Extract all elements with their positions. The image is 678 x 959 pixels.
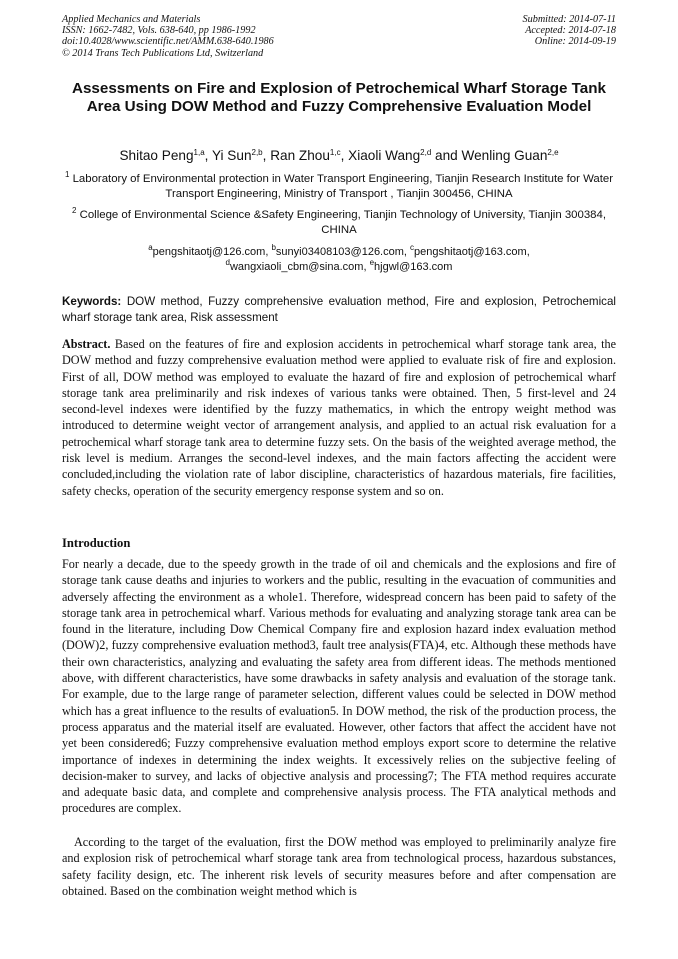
author-name: Ran Zhou	[270, 148, 330, 163]
keywords-text: DOW method, Fuzzy comprehensive evaluation method, Fire and explosion, Petrochemical wharf storage tank area, Risk assessment	[62, 295, 616, 324]
affiliation-number: 1	[64, 170, 70, 179]
keywords-label: Keywords:	[62, 295, 122, 308]
email-mark: e	[369, 258, 375, 267]
email-mark: c	[410, 243, 415, 252]
email-separator: ,	[403, 246, 411, 258]
author-list	[62, 147, 616, 165]
author-affiliation-mark: 2,e	[547, 148, 559, 157]
author-name: Wenling Guan	[461, 148, 548, 163]
author-emails	[62, 245, 616, 275]
introduction-paragraph-2: According to the target of the evaluation, first the DOW method was employed to preliminarily analyze fire and explosion risk of petrochemical wharf storage tank area from technological process, hazardous substances, safety facility design, etc. The inherent risk levels of security measures before and after compensation are obtained. Based on the combination weight method which is	[62, 835, 616, 898]
author-separator: ,	[204, 148, 212, 163]
affiliation-2	[62, 208, 616, 238]
accepted-date: Accepted: 2014-07-18	[525, 25, 616, 37]
author-name: Yi Sun	[211, 148, 252, 163]
submission-dates	[523, 14, 616, 48]
author-affiliation-mark: 1,a	[193, 148, 205, 157]
author-name: Xiaoli Wang	[348, 148, 421, 163]
email-address[interactable]: sunyi03408103@126.com	[275, 246, 404, 258]
author-name: Shitao Peng	[119, 148, 194, 163]
email-mark: d	[225, 258, 230, 267]
affiliation-1	[62, 172, 616, 202]
email-mark: a	[148, 243, 153, 252]
author-separator: ,	[340, 148, 349, 163]
author-separator: and	[431, 148, 462, 163]
journal-name: Applied Mechanics and Materials	[62, 14, 201, 25]
author-affiliation-mark: 1,c	[329, 148, 341, 157]
author-separator: ,	[262, 148, 271, 163]
keywords	[62, 294, 616, 326]
email-separator: ,	[526, 246, 530, 258]
journal-info	[62, 14, 274, 59]
email-address[interactable]: pengshitaotj@163.com	[414, 246, 527, 258]
author-affiliation-mark: 2,b	[251, 148, 263, 157]
abstract-label: Abstract.	[62, 337, 111, 351]
journal-issn: ISSN: 1662-7482, Vols. 638-640, pp 1986-1992	[62, 25, 256, 37]
email-mark: b	[271, 243, 276, 252]
affiliation-number: 2	[71, 206, 77, 215]
journal-doi: doi:10.4028/www.scientific.net/AMM.638-640.1986	[62, 36, 274, 48]
email-separator: ,	[265, 246, 272, 258]
abstract	[62, 336, 616, 499]
introduction-paragraph-1: For nearly a decade, due to the speedy growth in the trade of oil and chemicals and the explosions and fire of storage tank cause deaths and injuries to workers and the public, resulting in the evacuation of communities and adversely affecting the environment as a whole1. Therefore, widespread concern has been paid to safety of the storage tank area in petrochemical wharf. Various methods for evaluating and analyzing storage tank area can be found in the literature, including Dow Chemical Company fire and explosion hazard index evaluation method (DOW)2, fuzzy comprehensive evaluation method3, fault tree analysis(FTA)4, etc. Although these methods have their own characteristics, analyzing and evaluating the safety area from different ideas. The methods mentioned above, with different characteristics, have some drawbacks in safety analysis and evaluation of the storage tank. For example, due to the large range of parameter selection, different values could be selected in DOW method which has a great influence to the results of evaluation5. In DOW method, the risk of the production process, the process apparatus and the material itself are evaluated. However, other factors that affect the accident have not yet been considered6; Fuzzy comprehensive evaluation method employs export score to determine the relative importance of indexes in determining the index weights. It excessively relies on the subjective feeling of decision-maker to survey, and lacks of objective analysis and processing7; The FTA method requires accurate and adequate basic data, and complete and comprehensive analysis process. The FTA analytical methods and procedures are complex.	[62, 557, 616, 816]
affiliation-text: College of Environmental Science &Safety Engineering, Tianjin Technology of University, Tianjin 300384, CHINA	[79, 209, 606, 236]
email-separator: ,	[363, 261, 370, 273]
author-affiliation-mark: 2,d	[420, 148, 432, 157]
online-date: Online: 2014-09-19	[534, 36, 616, 48]
submitted-date: Submitted: 2014-07-11	[522, 14, 616, 25]
affiliation-text: Laboratory of Environmental protection in Water Transport Engineering, Tianjin Research Institute for Water Transport Engineering, Ministry of Transport , Tianjin 300456, CHINA	[72, 173, 614, 200]
journal-copyright: © 2014 Trans Tech Publications Ltd, Switzerland	[62, 47, 264, 59]
paper-title: Assessments on Fire and Explosion of Petrochemical Wharf Storage Tank Area Using DOW Method and Fuzzy Comprehensive Evaluation Model	[72, 80, 606, 115]
email-address[interactable]: pengshitaotj@126.com	[152, 246, 266, 258]
email-address[interactable]: hjgwl@163.com	[374, 261, 453, 273]
abstract-text: Based on the features of fire and explosion accidents in petrochemical wharf storage tank area, the DOW method and fuzzy comprehensive evaluation method were applied to evaluate risk of fire and explosion. First of all, DOW method was employed to evaluate the hazard of fire and explosion of petrochemical wharf storage tank area preliminarily and risk indexes of various tanks were obtained. Then, 5 first-level and 24 second-level indexes were identified by the fuzzy mathematics, in which the entropy weight method was introduced to determine weight vector of arrangement analysis, and applied to an actual risk evaluation for a petrochemical wharf storage tank area to determine fuzzy sets. On the basis of the weighted average method, the risk level is medium. Arranges the second-level indexes, and the main factors affecting the accident were concluded,including the violation rate of labor discipline, characteristics of hazardous materials, fire facilities, safety checks, operation of the security emergency response system and so on.	[62, 337, 616, 498]
email-address[interactable]: wangxiaoli_cbm@sina.com	[229, 261, 364, 273]
introduction-heading: Introduction	[62, 536, 131, 550]
